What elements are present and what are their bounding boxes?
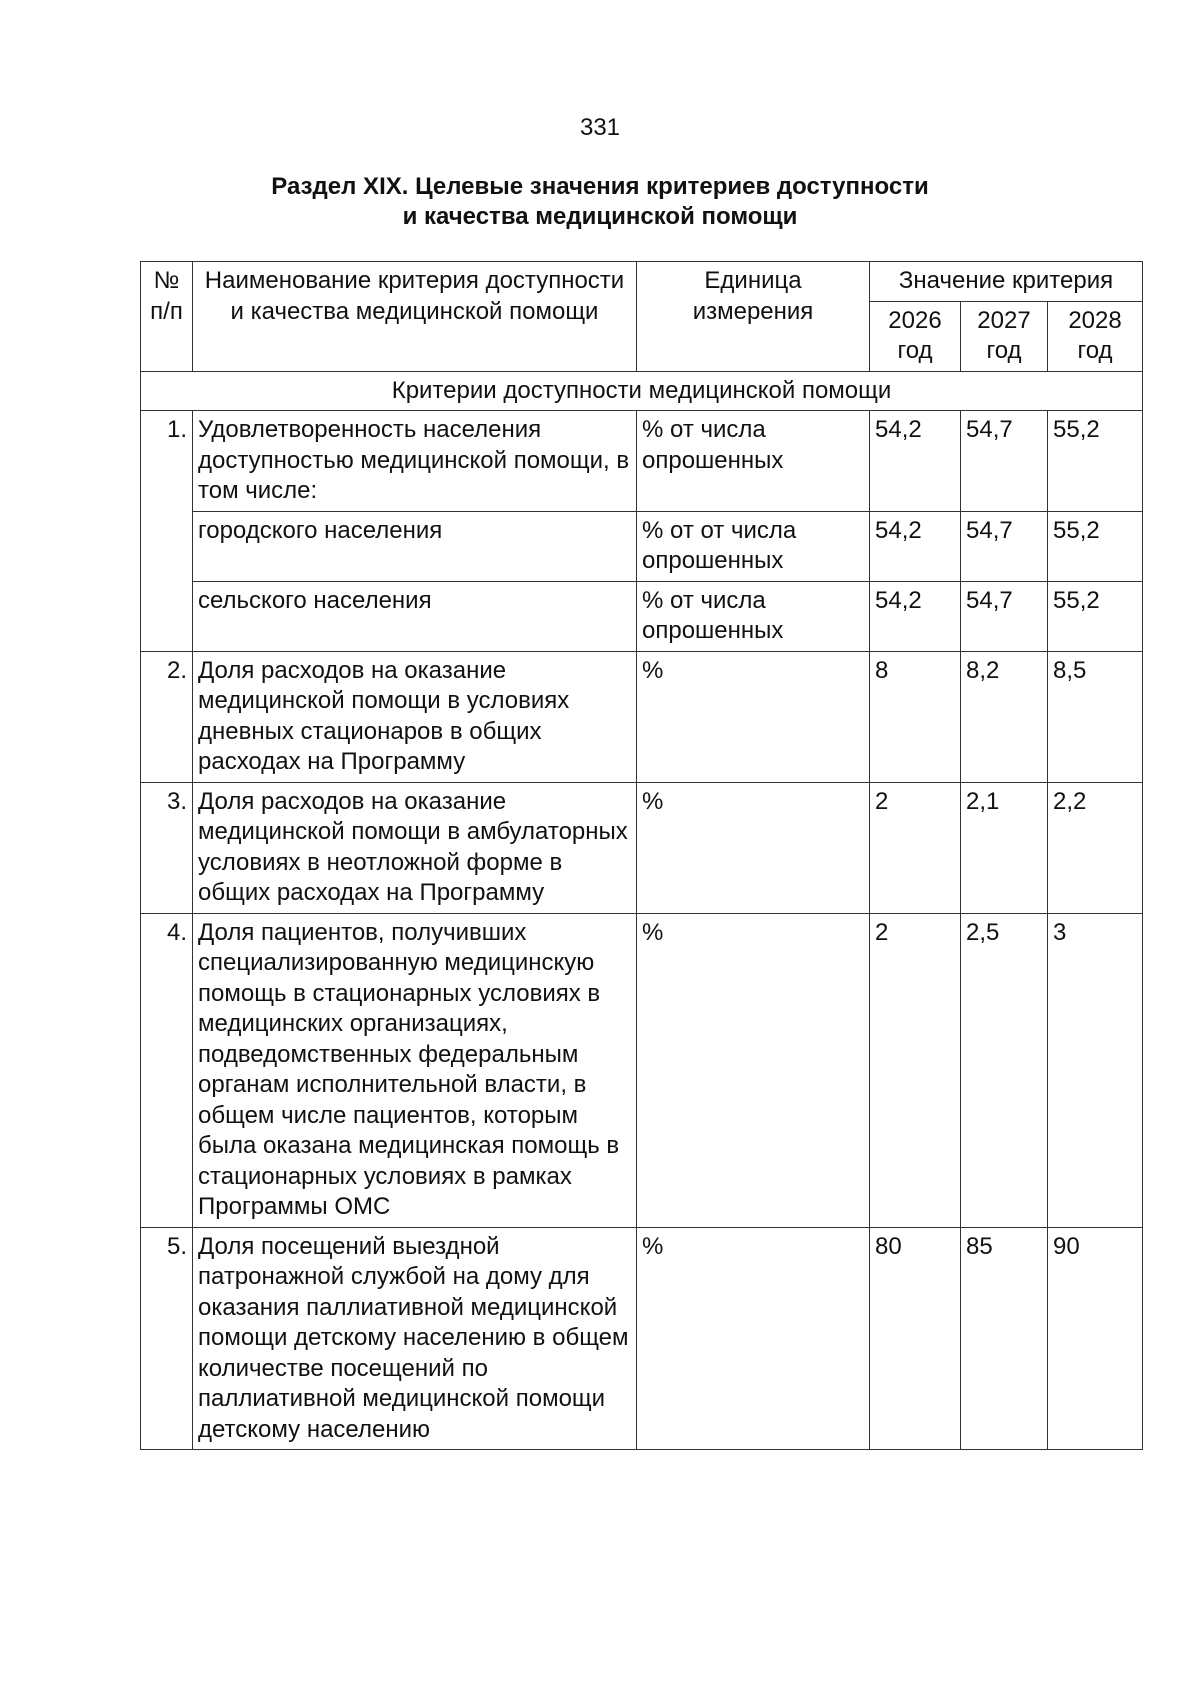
header-year-suffix: год — [1077, 337, 1113, 364]
section-title — [0, 172, 1200, 232]
section-row-title: Критерии доступности медицинской помощи — [141, 371, 1143, 411]
table-row — [141, 581, 1143, 651]
table-row — [141, 411, 1143, 512]
row-value-2026: 2 — [870, 782, 961, 913]
row-value-2027: 54,7 — [961, 411, 1048, 512]
row-unit: % от числа опрошенных — [637, 581, 870, 651]
header-year-number: 2027 — [977, 306, 1031, 334]
section-title-line-2: и качества медицинской помощи — [402, 203, 798, 230]
row-unit: % — [637, 782, 870, 913]
header-year-2026 — [870, 301, 961, 371]
table-row — [141, 1227, 1143, 1450]
row-criterion-name: городского населения — [193, 511, 637, 581]
row-criterion-name: Доля посещений выездной патронажной службой на дому для оказания паллиативной медицинской помощи детскому населению в общем количестве посещений по паллиативной медицинской помощи детскому населению — [193, 1227, 637, 1450]
row-number: 3. — [141, 782, 193, 913]
header-value: Значение критерия — [870, 262, 1143, 302]
row-unit: % — [637, 913, 870, 1227]
section-title-line-1: Раздел XIX. Целевые значения критериев доступности — [271, 173, 929, 200]
row-number: 5. — [141, 1227, 193, 1450]
table-row — [141, 913, 1143, 1227]
row-value-2026: 54,2 — [870, 511, 961, 581]
row-unit: % от от числа опрошенных — [637, 511, 870, 581]
row-value-2026: 54,2 — [870, 581, 961, 651]
header-name: Наименование критерия доступности и качества медицинской помощи — [193, 262, 637, 372]
header-year-suffix: год — [897, 337, 933, 364]
row-value-2028: 2,2 — [1048, 782, 1143, 913]
row-value-2026: 8 — [870, 651, 961, 782]
row-value-2027: 54,7 — [961, 581, 1048, 651]
row-number: 2. — [141, 651, 193, 782]
table-header-row — [141, 262, 1143, 302]
row-value-2028: 55,2 — [1048, 581, 1143, 651]
row-value-2027: 8,2 — [961, 651, 1048, 782]
table-row — [141, 782, 1143, 913]
row-criterion-name: Доля расходов на оказание медицинской помощи в условиях дневных стационаров в общих расходах на Программу — [193, 651, 637, 782]
header-year-2027 — [961, 301, 1048, 371]
row-unit: % — [637, 651, 870, 782]
header-year-number: 2028 — [1068, 306, 1122, 334]
row-number: 1. — [141, 411, 193, 652]
header-year-2028 — [1048, 301, 1143, 371]
row-number: 4. — [141, 913, 193, 1227]
row-value-2028: 90 — [1048, 1227, 1143, 1450]
row-value-2027: 54,7 — [961, 511, 1048, 581]
row-value-2027: 2,5 — [961, 913, 1048, 1227]
row-criterion-name: Удовлетворенность населения доступностью медицинской помощи, в том числе: — [193, 411, 637, 512]
row-unit: % — [637, 1227, 870, 1450]
row-value-2026: 54,2 — [870, 411, 961, 512]
row-value-2028: 55,2 — [1048, 411, 1143, 512]
header-num: № п/п — [141, 262, 193, 372]
row-unit: % от числа опрошенных — [637, 411, 870, 512]
row-value-2028: 8,5 — [1048, 651, 1143, 782]
criteria-table — [140, 261, 1143, 1450]
row-criterion-name: Доля пациентов, получивших специализированную медицинскую помощь в стационарных условиях в медицинских организациях, подведомственных федеральным органам исполнительной власти, в общем числе пациентов, которым была оказана медицинская помощь в стационарных условиях в рамках Программы ОМС — [193, 913, 637, 1227]
row-value-2027: 2,1 — [961, 782, 1048, 913]
section-row — [141, 371, 1143, 411]
row-value-2026: 80 — [870, 1227, 961, 1450]
row-value-2027: 85 — [961, 1227, 1048, 1450]
row-value-2026: 2 — [870, 913, 961, 1227]
header-unit: Единица измерения — [637, 262, 870, 372]
row-value-2028: 3 — [1048, 913, 1143, 1227]
header-year-number: 2026 — [888, 306, 942, 334]
table-row — [141, 651, 1143, 782]
row-criterion-name: сельского населения — [193, 581, 637, 651]
page-number: 331 — [579, 114, 621, 141]
table-row — [141, 511, 1143, 581]
row-criterion-name: Доля расходов на оказание медицинской помощи в амбулаторных условиях в неотложной форме в общих расходах на Программу — [193, 782, 637, 913]
header-year-suffix: год — [986, 337, 1022, 364]
row-value-2028: 55,2 — [1048, 511, 1143, 581]
